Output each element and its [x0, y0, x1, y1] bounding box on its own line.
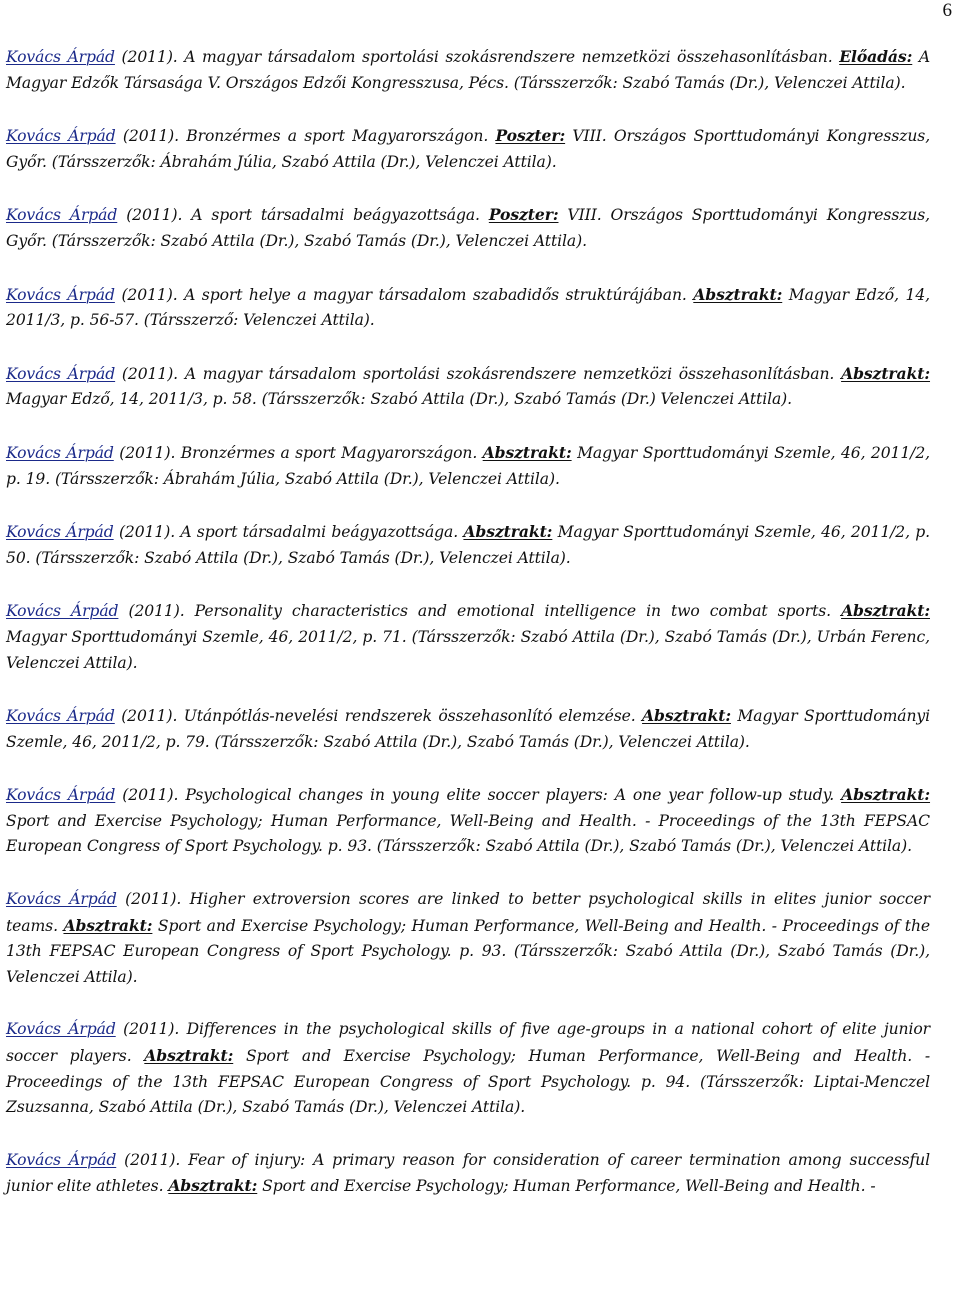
- reference-item: [6, 703, 930, 755]
- page-number: 6: [942, 0, 952, 21]
- reference-item: [6, 782, 930, 860]
- reference-title: Higher extroversion scores are linked to better psychological skills in elites junior soccer teams.: [6, 890, 931, 935]
- reference-title: Psychological changes in young elite soccer players: A one year follow-up study.: [185, 786, 835, 805]
- reference-item: [6, 202, 930, 254]
- reference-item: [6, 1017, 930, 1120]
- reference-item: [6, 123, 930, 175]
- reference-details: Magyar Edző, 14, 2011/3, p. 56-57. (Társszerző: Velenczei Attila).: [6, 285, 930, 330]
- reference-kind: Absztrakt:: [482, 442, 572, 462]
- reference-kind: Absztrakt:: [168, 1176, 258, 1196]
- reference-year: (2011).: [118, 523, 176, 542]
- reference-details: Magyar Sporttudományi Szemle, 46, 2011/2, p. 71. (Társszerzők: Szabó Attila (Dr.), Szabó Tamás (Dr.), Urbán Ferenc, Velenczei Attila).: [6, 627, 930, 672]
- reference-details: Sport and Exercise Psychology; Human Performance, Well-Being and Health. -: [262, 1177, 876, 1196]
- reference-author: Kovács Árpád: [6, 48, 115, 66]
- reference-title: Utánpótlás-nevelési rendszerek összehasonlító elemzése.: [183, 707, 636, 726]
- reference-kind: Absztrakt:: [144, 1046, 234, 1066]
- reference-item: [6, 440, 930, 492]
- reference-details: Magyar Edző, 14, 2011/3, p. 58. (Társszerzők: Szabó Attila (Dr.), Szabó Tamás (Dr.) Velenczei Attila).: [6, 390, 793, 409]
- reference-author: Kovács Árpád: [6, 127, 116, 146]
- reference-title: Bronzérmes a sport Magyarországon.: [186, 127, 489, 146]
- reference-author: Kovács Árpád: [6, 206, 118, 225]
- reference-year: (2011).: [121, 707, 178, 726]
- reference-author: Kovács Árpád: [6, 1020, 116, 1039]
- reference-item: [6, 519, 930, 571]
- reference-year: (2011).: [124, 1150, 181, 1169]
- reference-list: [6, 44, 930, 1227]
- reference-author: Kovács Árpád: [6, 890, 117, 909]
- reference-item: [6, 361, 930, 413]
- reference-title: Fear of injury: A primary reason for consideration of career termination among successful junior elite athletes.: [6, 1150, 931, 1196]
- reference-title: A magyar társadalom sportolási szokásrendszere nemzetközi összehasonlításban.: [184, 364, 835, 383]
- reference-item: [6, 44, 930, 96]
- reference-author: Kovács Árpád: [6, 602, 119, 621]
- reference-details: A Magyar Edzők Társasága V. Országos Edzői Kongresszusa, Pécs. (Társszerzők: Szabó Tamás (Dr.), Velenczei Attila).: [6, 48, 931, 92]
- reference-year: (2011).: [121, 285, 178, 304]
- reference-kind: Absztrakt:: [642, 706, 731, 726]
- reference-author: Kovács Árpád: [6, 1150, 117, 1169]
- reference-year: (2011).: [125, 890, 182, 909]
- reference-item: [6, 598, 930, 676]
- reference-details: Magyar Sporttudományi Szemle, 46, 2011/2, p. 50. (Társszerzők: Szabó Attila (Dr.), Szabó Tamás (Dr.), Velenczei Attila).: [6, 523, 931, 567]
- reference-kind: Absztrakt:: [841, 363, 931, 383]
- reference-details: Sport and Exercise Psychology; Human Performance, Well-Being and Health. - Proceedings of the 13th FEPSAC European Congress of Sport Psychology. p. 93. (Társszerzők: Szabó Attila (Dr.), Szabó Tamás (Dr.), Velenczei Attila).: [6, 916, 931, 986]
- reference-kind: Poszter:: [488, 205, 559, 225]
- reference-details: Magyar Sporttudományi Szemle, 46, 2011/2, p. 79. (Társszerzők: Szabó Attila (Dr.), Szabó Tamás (Dr.), Velenczei Attila).: [6, 707, 931, 751]
- reference-author: Kovács Árpád: [6, 443, 114, 462]
- reference-title: A sport társadalmi beágyazottsága.: [180, 523, 459, 542]
- reference-year: (2011).: [121, 364, 179, 383]
- reference-author: Kovács Árpád: [6, 523, 114, 542]
- reference-kind: Absztrakt:: [841, 601, 930, 621]
- reference-year: (2011).: [128, 602, 185, 621]
- reference-kind: Poszter:: [495, 126, 566, 146]
- reference-author: Kovács Árpád: [6, 285, 115, 304]
- reference-details: VIII. Országos Sporttudományi Kongresszus, Győr. (Társszerzők: Ábrahám Júlia, Szabó Attila (Dr.), Velenczei Attila).: [6, 127, 931, 171]
- reference-title: A magyar társadalom sportolási szokásrendszere nemzetközi összehasonlításban.: [184, 48, 833, 66]
- reference-kind: Absztrakt:: [463, 522, 553, 542]
- reference-title: Differences in the psychological skills of five age-groups in a national cohort of elite junior soccer players.: [6, 1020, 931, 1066]
- reference-details: Magyar Sporttudományi Szemle, 46, 2011/2, p. 19. (Társszerzők: Ábrahám Júlia, Szabó Attila (Dr.), Velenczei Attila).: [6, 443, 931, 488]
- reference-kind: Előadás:: [839, 47, 913, 66]
- reference-title: Bronzérmes a sport Magyarországon.: [180, 443, 478, 462]
- reference-details: VIII. Országos Sporttudományi Kongresszus, Győr. (Társszerzők: Szabó Attila (Dr.), Szabó Tamás (Dr.), Velenczei Attila).: [6, 206, 931, 250]
- reference-year: (2011).: [121, 48, 178, 66]
- reference-details: Sport and Exercise Psychology; Human Performance, Well-Being and Health. - Proceedings of the 13th FEPSAC European Congress of Sport Psychology. p. 94. (Társszerzők: Liptai-Menczel Zsuzsanna, Szabó Attila (Dr.), Szabó Tamás (Dr.), Velenczei Attila).: [6, 1047, 931, 1117]
- reference-title: A sport helye a magyar társadalom szabadidős struktúrájában.: [184, 285, 687, 304]
- reference-title: Personality characteristics and emotional intelligence in two combat sports.: [194, 602, 831, 621]
- reference-kind: Absztrakt:: [693, 284, 783, 304]
- reference-author: Kovács Árpád: [6, 786, 116, 805]
- reference-author: Kovács Árpád: [6, 364, 116, 383]
- reference-kind: Absztrakt:: [841, 785, 931, 805]
- reference-year: (2011).: [123, 1020, 180, 1039]
- reference-kind: Absztrakt:: [63, 915, 153, 935]
- reference-year: (2011).: [126, 206, 183, 225]
- reference-year: (2011).: [119, 443, 176, 462]
- reference-item: [6, 282, 930, 334]
- reference-item: [6, 1148, 930, 1200]
- reference-details: Sport and Exercise Psychology; Human Performance, Well-Being and Health. - Proceedings of the 13th FEPSAC European Congress of Sport Psychology. p. 93. (Társszerzők: Szabó Attila (Dr.), Szabó Tamás (Dr.), Velenczei Attila).: [6, 811, 930, 856]
- reference-item: [6, 887, 930, 990]
- reference-year: (2011).: [122, 127, 179, 146]
- reference-title: A sport társadalmi beágyazottsága.: [191, 206, 480, 225]
- reference-year: (2011).: [122, 786, 179, 805]
- reference-author: Kovács Árpád: [6, 707, 115, 726]
